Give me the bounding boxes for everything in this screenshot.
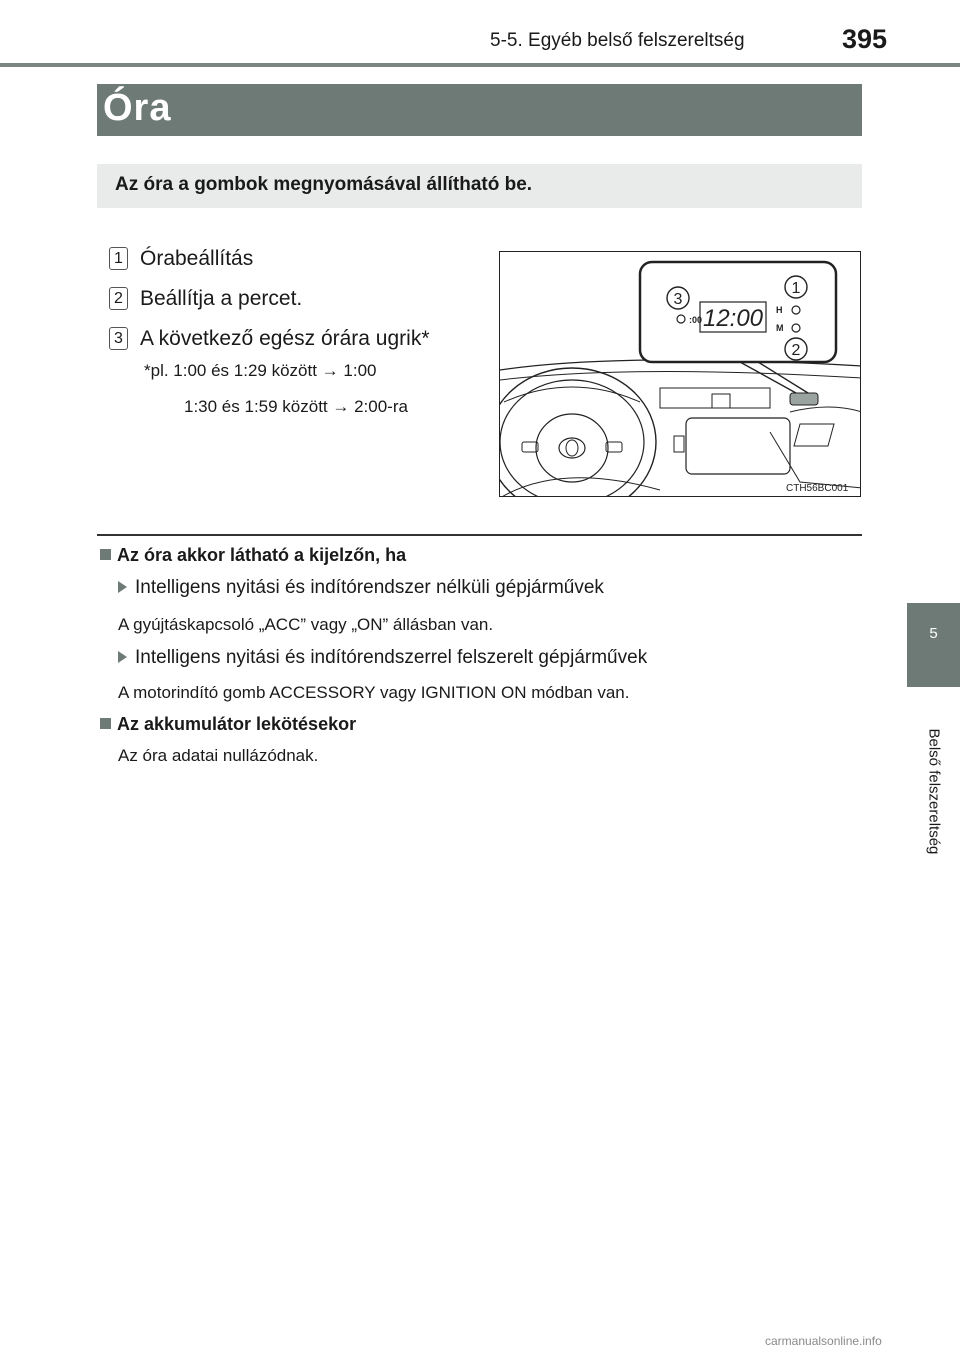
section-title: 5-5. Egyéb belső felszereltség — [490, 30, 745, 51]
subsection-heading: Az óra akkor látható a kijelzőn, ha — [100, 545, 406, 566]
dashboard-illustration — [500, 252, 861, 497]
chapter-tab: 5 — [907, 603, 960, 687]
triangle-bullet-icon — [118, 651, 127, 663]
list-item — [109, 327, 430, 351]
item-text: Beállítja a percet. — [140, 287, 303, 310]
square-bullet-icon — [100, 549, 111, 560]
chapter-label: Belső felszereltség — [925, 728, 943, 855]
intro-box — [97, 164, 862, 208]
callout-3: 3 — [673, 291, 683, 308]
body-text: A motorindító gomb ACCESSORY vagy IGNITION ON módban van. — [118, 683, 630, 702]
list-item — [109, 247, 253, 271]
list-item — [109, 287, 302, 311]
condition-item: Intelligens nyitási és indítórendszer nélküli gépjárművek — [118, 577, 604, 599]
watermark-footer: carmanualsonline.info — [765, 1334, 882, 1348]
body-text: A gyújtáskapcsoló „ACC” vagy „ON” állásban van. — [118, 615, 494, 634]
figure-code: CTH56BC001 — [786, 483, 849, 494]
number-badge: 1 — [109, 247, 128, 270]
minute-label: M — [776, 323, 784, 333]
condition-item: Intelligens nyitási és indítórendszerrel felszerelt gépjárművek — [118, 647, 647, 669]
square-bullet-icon — [100, 718, 111, 729]
footnote-line: 1:30 és 1:59 között → 2:00-ra — [184, 397, 408, 416]
clock-display: 12:00 — [702, 305, 764, 332]
header-rule — [0, 63, 960, 67]
callout-1: 1 — [791, 280, 801, 297]
hour-label: H — [776, 305, 783, 315]
reset-label: :00 — [689, 315, 703, 325]
page-heading: Óra — [103, 87, 172, 129]
page-number: 395 — [842, 24, 888, 54]
clock-figure — [499, 251, 861, 497]
callout-2: 2 — [791, 342, 801, 359]
section-rule — [97, 534, 862, 536]
number-badge: 3 — [109, 327, 128, 350]
body-text: Az óra adatai nullázódnak. — [118, 746, 319, 765]
footnote-line: *pl. 1:00 és 1:29 között → 1:00 — [144, 361, 377, 380]
number-badge: 2 — [109, 287, 128, 310]
triangle-bullet-icon — [118, 581, 127, 593]
intro-text: Az óra a gombok megnyomásával állítható be. — [115, 174, 533, 195]
title-bar — [97, 84, 862, 136]
item-text: A következő egész órára ugrik* — [140, 327, 430, 350]
item-text: Órabeállítás — [140, 247, 254, 270]
subsection-heading: Az akkumulátor lekötésekor — [100, 714, 356, 735]
